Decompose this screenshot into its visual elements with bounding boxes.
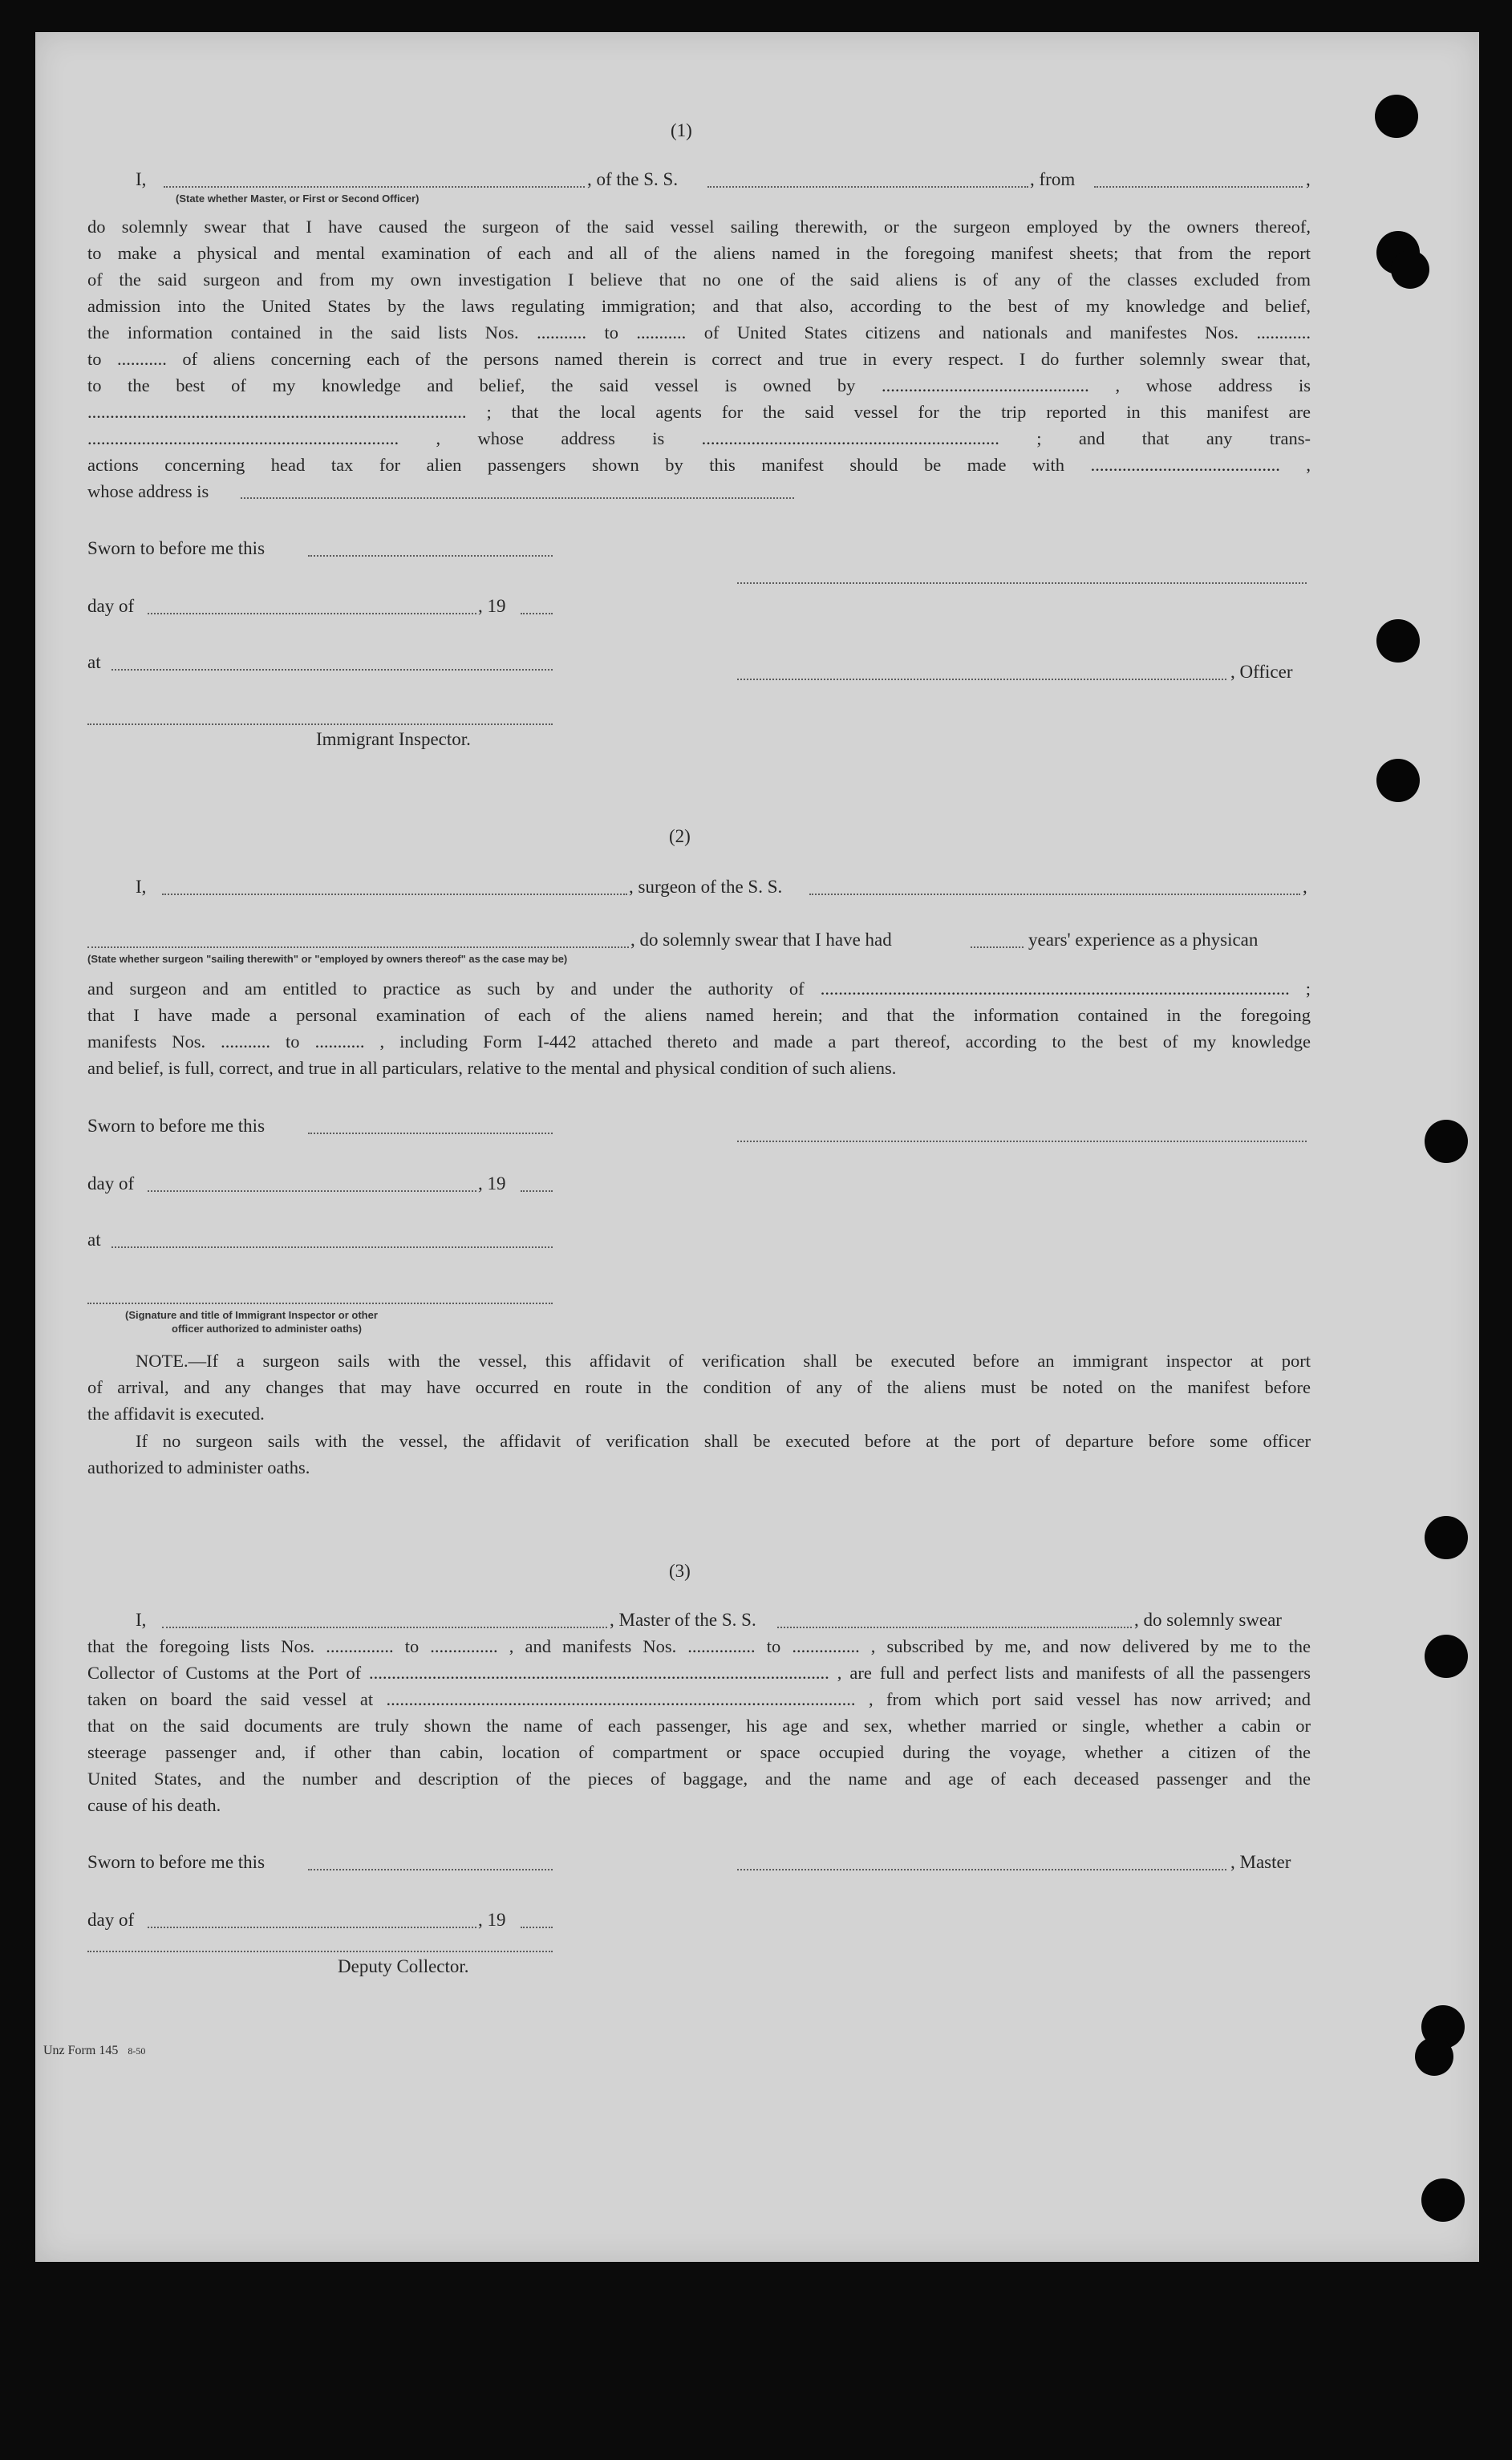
vessel-name-field[interactable] [707, 186, 1028, 188]
text-line: cause of his death. [87, 1795, 221, 1815]
at-label: at [87, 652, 101, 672]
text-line: steerage passenger and, if other than cabin, location of compartment or space occupied during the voyage, whether a citizen of the [87, 1742, 1311, 1762]
day-of-label: day of [87, 596, 135, 616]
text-line: United States, and the number and description of the pieces of baggage, and the name and age of each deceased passenger and the [87, 1769, 1311, 1789]
year-prefix: , 19 [478, 1173, 506, 1194]
vessel-name-field[interactable] [809, 894, 1300, 895]
text-line: of the said surgeon and from my own investigation I believe that no one of the said aliens is of any of the classes excluded from [87, 270, 1311, 290]
punch-hole [1415, 2037, 1453, 2076]
text-line: the affidavit is executed. [87, 1404, 265, 1424]
caption-officer: (State whether Master, or First or Second Officer) [176, 193, 420, 205]
punch-hole [1375, 95, 1418, 138]
from-label: , from [1030, 169, 1076, 189]
text-line: NOTE.—If a surgeon sails with the vessel, this affidavit of verification shall be executed before an immigrant inspector at port [136, 1351, 1311, 1371]
note-2 [87, 1428, 1311, 1481]
line-end: , [1306, 169, 1311, 189]
sworn-label: Sworn to before me this [87, 538, 266, 558]
vessel-label: , of the S. S. [587, 169, 679, 189]
day-of-label: day of [87, 1910, 135, 1930]
officer-signature-field[interactable] [737, 679, 1226, 680]
caption-signature: (Signature and title of Immigrant Inspector or other [125, 1309, 378, 1321]
sworn-date-field[interactable] [308, 555, 553, 557]
officer-rank-field[interactable] [164, 186, 585, 188]
pronoun: I, [136, 1610, 147, 1630]
surgeon-of-label: , surgeon of the S. S. [629, 877, 783, 897]
caption-surgeon: (State whether surgeon "sailing therewith" or "employed by owners thereof" as the case may be) [87, 953, 568, 965]
text-line: and surgeon and am entitled to practice as such by and under the authority of ........................................................................................................ ; [87, 979, 1311, 999]
text-line: of arrival, and any changes that may have occurred en route in the condition of any of the aliens must be noted on the manifest before [87, 1377, 1311, 1397]
text-line: admission into the United States by the laws regulating immigration; and that also, according to the best of my knowledge and belief, [87, 296, 1311, 316]
punch-hole [1376, 619, 1420, 663]
swear-label: , do solemnly swear [1134, 1610, 1282, 1630]
oath-line [136, 170, 146, 188]
place-field[interactable] [111, 669, 553, 671]
text-line: ..................................................................... , whose address is .................................................................. ; and that any trans- [87, 428, 1311, 448]
years-label: years' experience as a physican [1028, 930, 1259, 950]
section-number: (3) [669, 1561, 691, 1581]
note-1 [87, 1348, 1311, 1427]
text-line: that on the said documents are truly shown the name of each passenger, his age and sex, whether married or single, whether a cabin or [87, 1716, 1311, 1736]
sworn-date-field[interactable] [308, 1133, 553, 1134]
vessel-name-field[interactable] [777, 1627, 1132, 1628]
text-line: taken on board the said vessel at ........................................................................................................ , from which port said vessel has now arrived; and [87, 1689, 1311, 1709]
officer-label: , Officer [1230, 662, 1293, 682]
deputy-collector-label: Deputy Collector. [338, 1956, 469, 1976]
text-line: authorized to administer oaths. [87, 1457, 310, 1477]
inspector-label: Immigrant Inspector. [316, 729, 471, 749]
year-field[interactable] [521, 1190, 553, 1192]
master-name-field[interactable] [162, 1627, 607, 1628]
text-line: .................................................................................... ; that the local agents for the said vessel for the trip reported in this manifest are [87, 402, 1311, 422]
year-field[interactable] [521, 1927, 553, 1928]
text-line: that I have made a personal examination of each of the aliens named herein; and that the information contained in the foregoing [87, 1005, 1311, 1025]
text-line: to make a physical and mental examination of each and all of the aliens named in the foregoing manifest sheets; that from the report [87, 243, 1311, 263]
master-of-label: , Master of the S. S. [610, 1610, 756, 1630]
oath-body-3 [87, 1633, 1311, 1818]
line-end: , [1303, 877, 1307, 897]
signature-field[interactable] [737, 582, 1307, 584]
master-label: , Master [1230, 1852, 1291, 1872]
place-field[interactable] [111, 1246, 553, 1248]
swear-label: , do solemnly swear that I have had [630, 930, 892, 950]
year-prefix: , 19 [478, 1910, 506, 1930]
agent-address-field[interactable] [241, 497, 794, 499]
text-line: whose address is [87, 481, 209, 501]
inspector-signature-field[interactable] [87, 1303, 553, 1304]
surgeon-type-field[interactable] [87, 946, 629, 948]
sworn-label: Sworn to before me this [87, 1116, 266, 1136]
surgeon-name-field[interactable] [162, 894, 627, 895]
caption-signature: officer authorized to administer oaths) [172, 1323, 362, 1335]
form-id: Unz Form 145 [43, 2044, 119, 2057]
text-line: manifests Nos. ........... to ........... , including Form I-442 attached thereto and made a part thereof, according to the best of my knowledge [87, 1031, 1311, 1052]
sworn-date-field[interactable] [308, 1869, 553, 1870]
year-prefix: , 19 [478, 596, 506, 616]
text-line: do solemnly swear that I have caused the surgeon of the said vessel sailing therewith, or the surgeon employed by the owners thereof, [87, 217, 1311, 237]
month-field[interactable] [148, 1190, 476, 1192]
text-line: the information contained in the said lists Nos. ........... to ........... of United States citizens and nationals and manifestes Nos. ............ [87, 322, 1311, 342]
pronoun: I, [136, 877, 147, 897]
text-line: actions concerning head tax for alien passengers shown by this manifest should be made with .......................................... , [87, 455, 1311, 475]
form-number [43, 2044, 145, 2058]
punch-hole [1425, 1516, 1468, 1559]
text-line: If no surgeon sails with the vessel, the affidavit of verification shall be executed before at the port of departure before some officer [136, 1431, 1311, 1451]
pronoun: I, [136, 169, 147, 189]
text-line: to the best of my knowledge and belief, the said vessel is owned by .............................................. , whose address is [87, 375, 1311, 395]
oath-body-1 [87, 213, 1311, 505]
punch-hole [1376, 759, 1420, 802]
text-line: Collector of Customs at the Port of ...................................................................................................... , are full and perfect lists and manifests of all the passengers [87, 1663, 1311, 1683]
punch-hole [1425, 1635, 1468, 1678]
years-field[interactable] [971, 946, 1024, 948]
section-number: (1) [671, 120, 692, 140]
collector-signature-field[interactable] [87, 1951, 553, 1952]
oath-body-2 [87, 975, 1311, 1081]
form-code: 8-50 [128, 2045, 146, 2057]
punch-hole [1391, 250, 1429, 289]
punch-hole [1425, 1120, 1468, 1163]
section-number: (2) [669, 826, 691, 846]
text-line: to ........... of aliens concerning each of the persons named therein is correct and true in every respect. I do further solemnly swear that, [87, 349, 1311, 369]
master-signature-field[interactable] [737, 1869, 1226, 1870]
form-page [35, 32, 1479, 2262]
month-field[interactable] [148, 1927, 476, 1928]
at-label: at [87, 1230, 101, 1250]
from-port-field[interactable] [1094, 186, 1303, 188]
day-of-label: day of [87, 1173, 135, 1194]
text-line: and belief, is full, correct, and true in all particulars, relative to the mental and physical condition of such aliens. [87, 1058, 897, 1078]
punch-hole [1421, 2178, 1465, 2222]
sworn-label: Sworn to before me this [87, 1852, 266, 1872]
signature-field[interactable] [737, 1141, 1307, 1142]
inspector-signature-field[interactable] [87, 723, 553, 725]
month-field[interactable] [148, 613, 476, 614]
text-line: that the foregoing lists Nos. ............... to ............... , and manifests Nos. ............... to ............... , subscribed by me, and now delivered by me to the [87, 1636, 1311, 1656]
year-field[interactable] [521, 613, 553, 614]
